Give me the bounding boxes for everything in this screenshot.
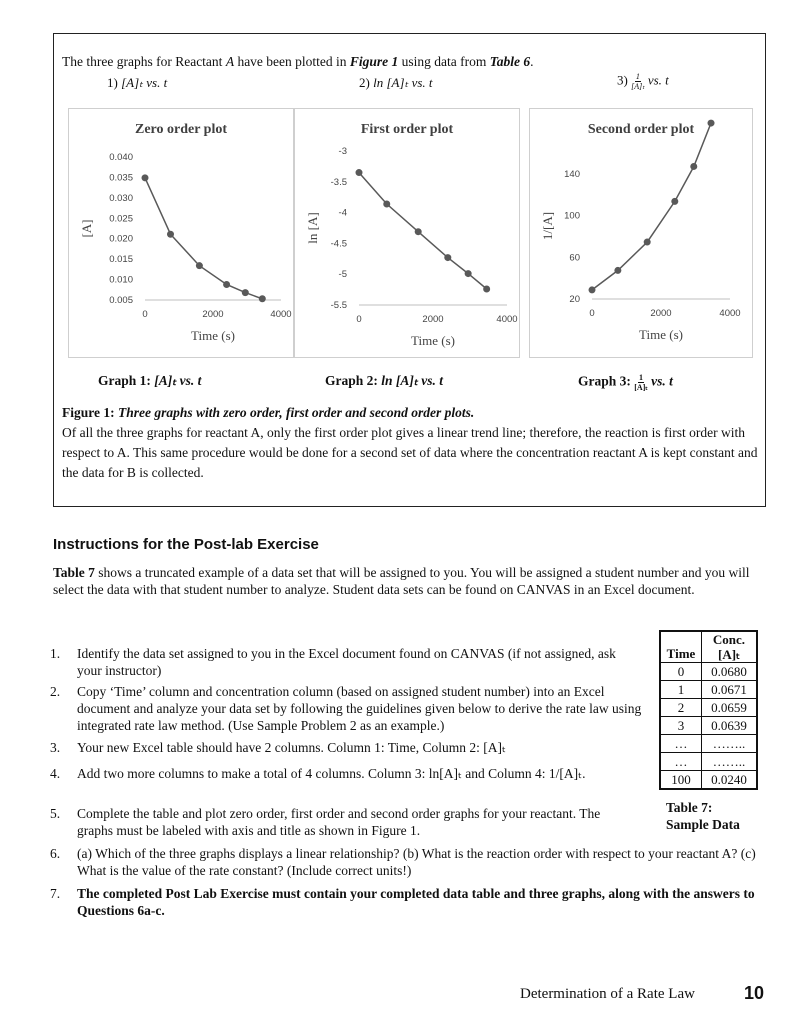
zero-order-chart-svg bbox=[69, 109, 293, 357]
intro-text: The three graphs for Reactant A have been plotted in Figure 1 using data from Table 6. bbox=[62, 54, 534, 69]
x-tick-label: 2000 bbox=[422, 314, 444, 325]
y-tick-label: -5 bbox=[338, 269, 347, 281]
y-tick-label: 60 bbox=[569, 252, 580, 264]
y-axis-title: 1/[A] bbox=[540, 211, 555, 241]
table-header-time: Time bbox=[660, 631, 702, 663]
graph-caption-2: Graph 2: ln [A]ₜ vs. t bbox=[325, 373, 443, 388]
y-tick-label: -4 bbox=[338, 207, 347, 219]
table-row: 0 0.0680 bbox=[660, 663, 757, 681]
x-axis-title: Time (s) bbox=[639, 327, 683, 342]
y-tick-label: -5.5 bbox=[330, 300, 347, 311]
y-tick-label: 0.005 bbox=[109, 295, 133, 306]
data-point bbox=[444, 254, 451, 261]
data-point bbox=[223, 281, 230, 288]
table-row: … …….. bbox=[660, 735, 757, 753]
chart-title: First order plot bbox=[360, 122, 454, 137]
data-point bbox=[644, 239, 651, 246]
second-order-chart bbox=[529, 108, 753, 358]
data-point bbox=[589, 286, 596, 293]
graph-label-2: 2) ln [A]ₜ vs. t bbox=[359, 75, 433, 90]
y-tick-label: 0.030 bbox=[109, 192, 133, 204]
y-tick-label: 0.010 bbox=[109, 274, 133, 286]
x-tick-label: 4000 bbox=[719, 308, 741, 319]
table-row: … …….. bbox=[660, 753, 757, 771]
x-tick-label: 0 bbox=[589, 308, 595, 319]
graph-caption-3: Graph 3: $\frac{1}{\text{[A]ₜ}}$ vs. t bbox=[578, 373, 673, 392]
chart-title: Zero order plot bbox=[134, 122, 228, 137]
y-tick-label: 20 bbox=[569, 294, 580, 305]
chart-title: Second order plot bbox=[587, 122, 695, 137]
figure-caption-body: Of all the three graphs for reactant A, only the first order plot gives a linear trend line; therefore, the reaction is first order with respect to A. This same procedure would be done for a second set of data where the concentration reactant A is kept constant and the data for B is collected. bbox=[62, 425, 758, 480]
section-heading: Instructions for the Post-lab Exercise bbox=[53, 536, 319, 553]
instructions-paragraph: Table 7 shows a truncated example of a data set that will be assigned to you. You will be assigned a student number and you will select the data with that student number to analyze. Student data sets can be found on CANVAS in an Excel document. bbox=[53, 565, 750, 597]
table-row: 3 0.0639 bbox=[660, 717, 757, 735]
x-tick-label: 4000 bbox=[270, 309, 292, 320]
first-order-chart-svg bbox=[295, 109, 519, 357]
data-point bbox=[415, 228, 422, 235]
x-tick-label: 0 bbox=[142, 309, 148, 320]
graph-label-3: 3) $\frac{1}{\text{[A]ₜ}}$ vs. t bbox=[617, 72, 669, 91]
data-point bbox=[196, 262, 203, 269]
data-point bbox=[356, 169, 363, 176]
figure-caption: Figure 1: Three graphs with zero order, first order and second order plots. Of all the three graphs for reactant A, only the first order plot gives a linear trend line; therefore, the reaction is first order with respect to A. This same procedure would be done for a second set of data where the concentration reactant A is kept constant and the data for B is collected. bbox=[62, 405, 758, 480]
data-point bbox=[242, 289, 249, 296]
data-point bbox=[259, 295, 266, 302]
sample-data-table bbox=[659, 630, 758, 790]
data-point bbox=[142, 174, 149, 181]
table-header-conc: Conc. [A]ₜ bbox=[702, 631, 758, 663]
y-tick-label: 0.040 bbox=[109, 152, 133, 163]
x-tick-label: 2000 bbox=[650, 308, 672, 319]
data-point bbox=[483, 285, 490, 292]
table-row: 1 0.0671 bbox=[660, 681, 757, 699]
data-point bbox=[465, 270, 472, 277]
footer-title: Determination of a Rate Law bbox=[520, 986, 695, 1002]
x-tick-label: 2000 bbox=[202, 309, 224, 320]
x-tick-label: 4000 bbox=[496, 314, 518, 325]
y-tick-label: 100 bbox=[564, 210, 580, 222]
y-tick-label: -3 bbox=[338, 146, 347, 157]
first-order-chart bbox=[294, 108, 520, 358]
y-tick-label: 0.015 bbox=[109, 254, 133, 266]
second-order-chart-svg bbox=[530, 109, 752, 357]
x-axis-title: Time (s) bbox=[411, 333, 455, 348]
x-axis-title: Time (s) bbox=[191, 328, 235, 343]
page-number: 10 bbox=[744, 983, 765, 1003]
table-caption: Table 7: Sample Data bbox=[666, 800, 740, 832]
series-line bbox=[592, 123, 711, 290]
y-tick-label: 0.025 bbox=[109, 213, 133, 225]
y-axis-title: [A] bbox=[79, 219, 94, 238]
y-tick-label: 140 bbox=[564, 168, 580, 180]
table-row: 2 0.0659 bbox=[660, 699, 757, 717]
graph-label-1: 1) [A]ₜ vs. t bbox=[107, 75, 168, 90]
data-point bbox=[671, 198, 678, 205]
zero-order-chart bbox=[68, 108, 294, 358]
data-point bbox=[614, 267, 621, 274]
data-point bbox=[383, 200, 390, 207]
y-tick-label: 0.035 bbox=[109, 172, 133, 184]
y-tick-label: -3.5 bbox=[330, 176, 347, 188]
x-tick-label: 0 bbox=[356, 314, 362, 325]
y-tick-label: 0.020 bbox=[109, 233, 133, 245]
y-axis-title: ln [A] bbox=[305, 212, 320, 244]
data-point bbox=[708, 120, 715, 127]
data-point bbox=[167, 231, 174, 238]
series-line bbox=[145, 178, 262, 299]
data-point bbox=[690, 163, 697, 170]
graph-caption-1: Graph 1: [A]ₜ vs. t bbox=[98, 373, 202, 388]
y-tick-label: -4.5 bbox=[330, 238, 347, 250]
table-row: 100 0.0240 bbox=[660, 771, 757, 790]
